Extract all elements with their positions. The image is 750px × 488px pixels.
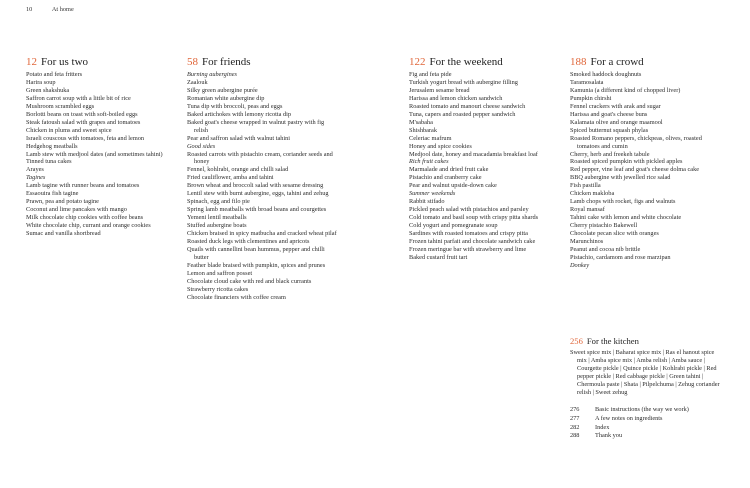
section-for-a-crowd: [570, 56, 724, 270]
section-for-us-two: [26, 56, 180, 238]
subsection-heading: Burning aubergines: [187, 71, 237, 78]
recipe-item: Honey and spice cookies: [409, 142, 472, 150]
reference-page: 288: [570, 432, 580, 440]
recipe-item: Milk chocolate chip cookies with coffee beans: [26, 214, 144, 222]
recipe-item: Tuna dip with broccoli, peas and eggs: [187, 102, 283, 110]
recipe-item: Saffron carrot soup with a little bit of rice: [26, 94, 131, 102]
recipe-item: Lentil stew with burnt aubergine, eggs, tahini and zehug: [187, 190, 329, 198]
spice-list: Sweet spice mix | Baharat spice mix | Ras el hanout spice mix | Amba spice mix | Amba relish | Amba sauce | Courgette pickle | Quince pickle | Kohlrabi pickle | Red pepper pickle | Red cabbage pickle | Green tahini | Chermoula paste | Shata | Pilpelchuma | Zehug coriander relish | Sweet zehug: [570, 349, 720, 396]
recipe-list: [187, 71, 337, 302]
recipe-item: Tuna, capers and roasted pepper sandwich: [409, 110, 516, 118]
recipe-item: Tahini cake with lemon and white chocolate: [570, 214, 682, 222]
reference-page: 277: [570, 414, 580, 422]
recipe-item: White chocolate chip, currant and orange cookies: [26, 222, 151, 230]
recipe-item: Fig and feta pide: [409, 71, 452, 78]
reference-page: 276: [570, 405, 580, 413]
section-title: For the kitchen: [586, 336, 639, 346]
recipe-item: Kamunia (a different kind of chopped liver): [570, 86, 681, 94]
recipe-item: Hedgehog meatballs: [26, 142, 78, 150]
section-for-friends: [187, 56, 337, 302]
recipe-item: Roasted tomato and manouri cheese sandwich: [409, 102, 526, 110]
recipe-item: Chicken makloba: [570, 190, 615, 198]
subsection-heading: Donkey: [570, 261, 590, 269]
recipe-item: Roasted spiced pumpkin with pickled apples: [570, 158, 683, 166]
reference-label: Basic instructions (the way we work): [595, 405, 689, 413]
recipe-item: BBQ aubergine with jewelled rice salad: [570, 174, 671, 182]
section-heading: [409, 56, 564, 69]
recipe-item: Cold tomato and basil soup with crispy pitta shards: [409, 214, 539, 222]
recipe-item: Smoked haddock doughnuts: [570, 71, 642, 78]
recipe-item: Turkish yogurt bread with aubergine filling: [409, 78, 518, 86]
recipe-item: Steak fatoush salad with grapes and tomatoes: [26, 118, 141, 126]
recipe-item: Mushroom scrambled eggs: [26, 102, 95, 110]
section-title: At home: [51, 6, 74, 13]
recipe-item: Jerusalem sesame bread: [409, 86, 470, 94]
recipe-item: Shishbarak: [409, 126, 437, 134]
recipe-item: Pumpkin chirshi: [570, 94, 612, 102]
reference-row: [570, 424, 720, 433]
recipe-item: Red pepper, vine leaf and goat's cheese dolma cake: [570, 166, 700, 174]
recipe-item: Marmalade and dried fruit cake: [409, 166, 489, 174]
recipe-item: Frozen tahini parfait and chocolate sandwich cake: [409, 238, 536, 246]
recipe-item: Spring lamb meatballs with broad beans and courgettes: [187, 206, 327, 214]
section-title: For friends: [202, 56, 251, 68]
recipe-item: Israeli couscous with tomatoes, feta and lemon: [26, 134, 145, 142]
reference-page: 282: [570, 423, 580, 431]
recipe-item: Arayes: [26, 166, 44, 174]
recipe-item: Pickled peach salad with pistachios and parsley: [409, 206, 529, 214]
recipe-item: Lamb tagine with runner beans and tomatoes: [26, 182, 140, 190]
recipe-item: Rabbit stifado: [409, 198, 445, 206]
section-heading: [570, 56, 724, 69]
recipe-item: Green shakshuka: [26, 86, 70, 94]
subsection-heading: Tagines: [26, 174, 46, 182]
recipe-item: Marunchinos: [570, 238, 604, 246]
recipe-item: Spiced butternut squash phylas: [570, 126, 649, 134]
recipe-item: Peanut and cocoa nib brittle: [570, 245, 641, 253]
recipe-item: Cold yogurt and pomegranate soup: [409, 222, 498, 230]
section-heading: [187, 56, 337, 69]
recipe-item: Pear and saffron salad with walnut tahini: [187, 134, 291, 142]
recipe-item: Medjool date, honey and macadamia breakfast loaf: [409, 150, 538, 158]
recipe-item: Harissa and goat's cheese buns: [570, 110, 648, 118]
recipe-item: Roasted carrots with pistachio cream, coriander seeds and honey: [187, 150, 333, 166]
recipe-item: Essaouira fish tagine: [26, 190, 79, 198]
recipe-item: Fried cauliflower, amba and tahini: [187, 174, 274, 182]
recipe-item: Baked goat's cheese wrapped in walnut pastry with fig relish: [187, 118, 325, 134]
recipe-item: Kalamata olive and orange maamool: [570, 118, 663, 126]
reference-row: [570, 432, 720, 441]
recipe-item: Silky green aubergine purée: [187, 86, 258, 94]
recipe-item: Fennel, kohlrabi, orange and chilli salad: [187, 166, 289, 174]
section-for-the-weekend: [409, 56, 564, 262]
recipe-item: Potato and feta fritters: [26, 71, 83, 78]
reference-label: A few notes on ingredients: [595, 414, 663, 422]
recipe-item: Roasted Romano peppers, chickpeas, olives, roasted tomatoes and cumin: [570, 134, 702, 150]
subsection-heading: Good sides: [187, 142, 216, 150]
recipe-item: Prawn, pea and potato tagine: [26, 198, 99, 206]
recipe-item: Quails with cannellini bean hummus, pepper and chilli butter: [187, 245, 325, 261]
recipe-item: Frozen meringue bar with strawberry and lime: [409, 245, 527, 253]
recipe-list: [570, 71, 724, 270]
section-for-the-kitchen: [570, 336, 720, 441]
recipe-item: Lamb chops with rocket, figs and walnuts: [570, 198, 676, 206]
recipe-item: Sardines with roasted tomatoes and crispy pitta: [409, 230, 528, 238]
recipe-item: Baked artichokes with lemony ricotta dip: [187, 110, 292, 118]
recipe-item: Pistachio and cranberry cake: [409, 174, 482, 182]
recipe-item: Celeriac mafrum: [409, 134, 452, 142]
section-heading: [570, 336, 720, 347]
section-title: For us two: [41, 56, 89, 68]
recipe-item: Brown wheat and broccoli salad with sesame dressing: [187, 182, 324, 190]
section-page-number: 58: [187, 56, 198, 68]
recipe-item: Baked custard fruit tart: [409, 253, 468, 261]
recipe-list: [26, 71, 180, 238]
subsection-heading: Summer weekends: [409, 190, 456, 198]
recipe-item: Lamb stew with medjool dates (and sometimes tahini): [26, 150, 163, 158]
section-page-number: 12: [26, 56, 37, 68]
reference-label: Index: [595, 423, 610, 431]
recipe-item: Chocolate pecan slice with oranges: [570, 230, 659, 238]
recipe-item: Chicken braised in spicy matbucha and cracked wheat pilaf: [187, 230, 337, 238]
recipe-item: Coconut and lime pancakes with mango: [26, 206, 127, 214]
recipe-item: Chicken in plums and sweet spice: [26, 126, 112, 134]
recipe-item: Fish pastilla: [570, 182, 601, 190]
recipe-item: Harira soup: [26, 78, 56, 86]
recipe-item: Sumac and vanilla shortbread: [26, 230, 101, 238]
reference-row: [570, 415, 720, 424]
section-title: For a crowd: [590, 56, 644, 68]
recipe-item: Feather blade braised with pumpkin, spices and prunes: [187, 261, 326, 269]
recipe-item: Cherry, herb and freekeh tabule: [570, 150, 650, 158]
section-heading: [26, 56, 180, 69]
recipe-item: Zaalouk: [187, 78, 208, 86]
section-page-number: 188: [570, 56, 587, 68]
reference-list: [570, 406, 720, 442]
subsection-heading: Rich fruit cakes: [409, 158, 449, 166]
page-number: 10: [26, 6, 33, 13]
recipe-item: M'sabaha: [409, 118, 433, 126]
recipe-item: Stuffed aubergine boats: [187, 222, 247, 230]
section-page-number: 122: [409, 56, 426, 68]
recipe-item: Chocolate financiers with coffee cream: [187, 293, 286, 301]
recipe-item: Harissa and lemon chicken sandwich: [409, 94, 503, 102]
reference-row: [570, 406, 720, 415]
recipe-item: Spinach, egg and filo pie: [187, 198, 250, 206]
recipe-item: Cherry pistachio Bakewell: [570, 222, 638, 230]
recipe-item: Tinned tuna cakes: [26, 158, 72, 166]
recipe-item: Pear and walnut upside-down cake: [409, 182, 497, 190]
recipe-item: Borlotti beans on toast with soft-boiled eggs: [26, 110, 138, 118]
recipe-item: Fennel crackers with arak and sugar: [570, 102, 661, 110]
recipe-list: [409, 71, 564, 262]
section-page-number: 256: [570, 336, 583, 346]
recipe-item: Romanian white aubergine dip: [187, 94, 265, 102]
recipe-item: Pistachio, cardamom and rose marzipan: [570, 253, 671, 261]
section-title: For the weekend: [429, 56, 503, 68]
recipe-item: Lemon and saffron posset: [187, 269, 253, 277]
recipe-item: Roasted duck legs with clementines and apricots: [187, 238, 310, 246]
recipe-item: Strawberry ricotta cakes: [187, 285, 249, 293]
recipe-item: Yemeni lentil meatballs: [187, 214, 247, 222]
recipe-item: Chocolate cloud cake with red and black currants: [187, 277, 312, 285]
recipe-item: Royal mansaf: [570, 206, 605, 214]
running-header: [26, 6, 92, 13]
recipe-item: Taramosalata: [570, 78, 604, 86]
reference-label: Thank you: [595, 432, 623, 440]
